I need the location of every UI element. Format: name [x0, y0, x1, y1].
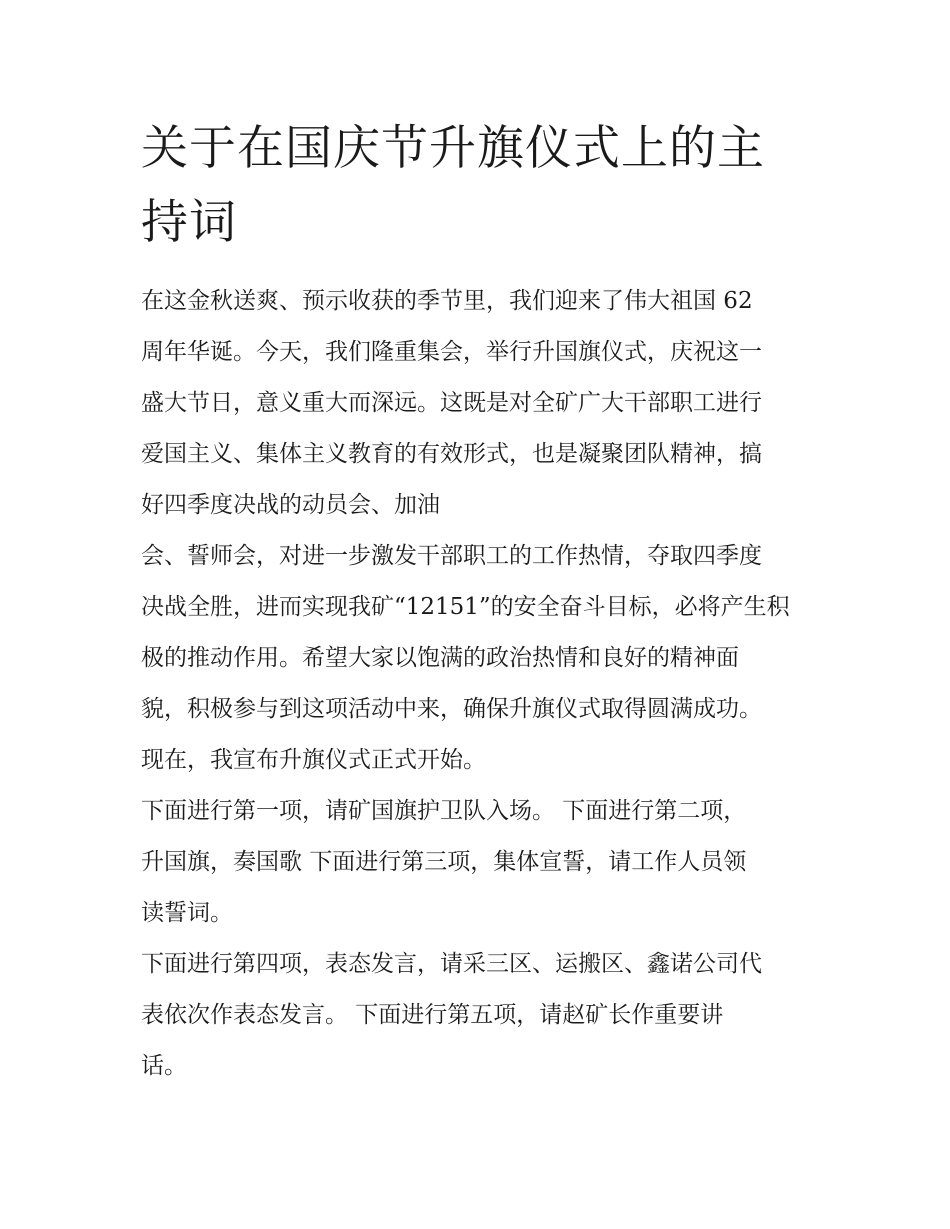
title-line-1: 关于在国庆节升旗仪式上的主: [141, 121, 765, 176]
paragraph-1: [141, 276, 821, 531]
paragraph-4: [141, 939, 821, 1092]
document-page: [141, 112, 821, 1092]
paragraph-line: 话。: [141, 1053, 187, 1079]
paragraph-line: 会、誓师会，对进一步激发干部职工的工作热情，夺取四季度: [141, 543, 762, 569]
paragraph-line: 盛大节日，意义重大而深远。这既是对全矿广大干部职工进行: [141, 390, 762, 416]
paragraph-line: 读誓词。: [141, 900, 233, 926]
title-line-2: 持词: [141, 195, 237, 250]
paragraph-line: 极的推动作用。希望大家以饱满的政治热情和良好的精神面: [141, 645, 739, 671]
paragraph-line: 现在，我宣布升旗仪式正式开始。: [141, 747, 486, 773]
document-title: [141, 112, 821, 260]
paragraph-line: 决战全胜，进而实现我矿“12151”的安全奋斗目标，必将产生积: [141, 594, 790, 620]
paragraph-line: 下面进行第一项，请矿国旗护卫队入场。 下面进行第二项，: [141, 798, 747, 824]
paragraph-line: 升国旗，奏国歌 下面进行第三项，集体宣誓，请工作人员领: [141, 849, 747, 875]
paragraph-line: 貌，积极参与到这项活动中来，确保升旗仪式取得圆满成功。: [141, 696, 762, 722]
paragraph-line: 爱国主义、集体主义教育的有效形式，也是凝聚团队精神，搞: [141, 441, 762, 467]
paragraph-line: 好四季度决战的动员会、加油: [141, 492, 440, 518]
paragraph-line: 在这金秋送爽、预示收获的季节里，我们迎来了伟大祖国 62: [141, 288, 753, 314]
paragraph-3: [141, 786, 821, 939]
paragraph-line: 周年华诞。今天，我们隆重集会，举行升国旗仪式，庆祝这一: [141, 339, 762, 365]
paragraph-line: 下面进行第四项，表态发言，请采三区、运搬区、鑫诺公司代: [141, 951, 762, 977]
paragraph-2: [141, 531, 821, 786]
paragraph-line: 表依次作表态发言。 下面进行第五项，请赵矿长作重要讲: [141, 1002, 724, 1028]
